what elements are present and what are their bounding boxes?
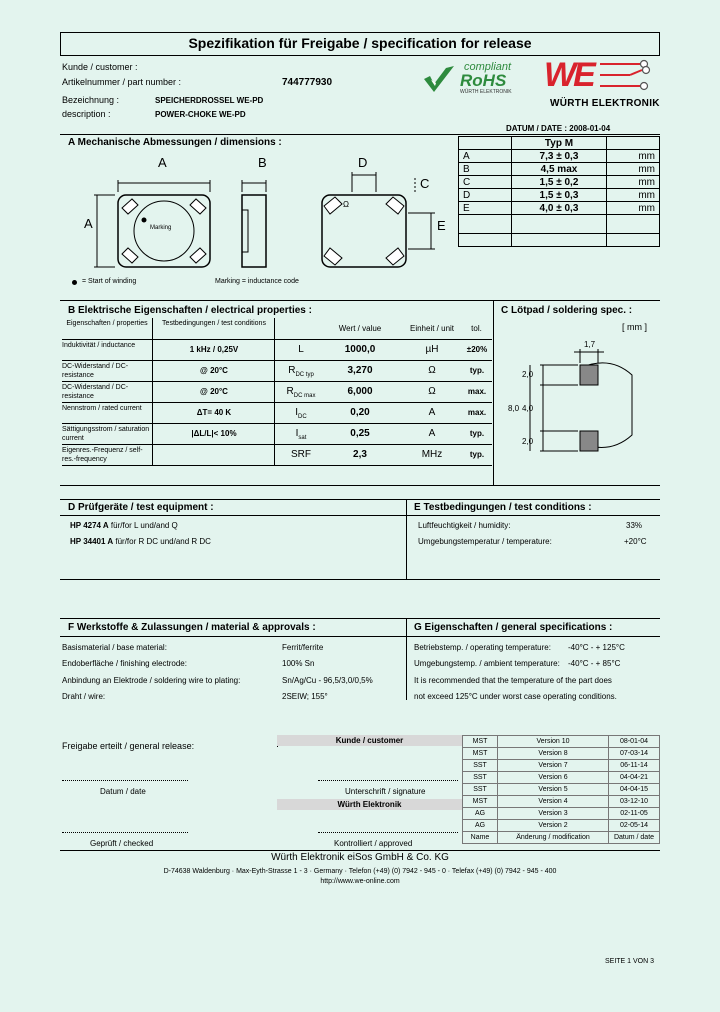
ambient-temp-label: Umgebungstemp. / ambient temperature:	[414, 659, 560, 668]
dim-header: Typ M	[511, 137, 607, 150]
section-fg-header-rule	[60, 636, 660, 637]
test-equipment-2: HP 34401 A für/for R DC und/and R DC	[70, 537, 211, 546]
elec-cond: @ 20°C	[200, 387, 228, 396]
page-number: SEITE 1 VON 3	[605, 958, 655, 965]
elec-header-unit: Einheit / unit	[409, 324, 455, 333]
dim-label-c: C	[420, 176, 430, 191]
footer-company: Würth Elektronik eiSos GmbH & Co. KG	[271, 852, 449, 863]
revision-row	[463, 820, 660, 832]
elec-tol: typ.	[469, 429, 485, 438]
dim-label-e: E	[437, 218, 446, 233]
dim-unit: mm	[607, 202, 660, 215]
dim-row	[459, 150, 660, 163]
revision-name: MST	[463, 736, 498, 748]
elec-value: 0,20	[350, 407, 370, 418]
elec-symbol-main: R	[286, 386, 294, 397]
dim-key: B	[459, 163, 512, 176]
elec-cond: 1 kHz / 0,25V	[189, 345, 239, 354]
dim-key: A	[459, 150, 512, 163]
dim-label-d: D	[358, 155, 368, 170]
operating-temp-value: -40°C - + 125°C	[568, 643, 625, 652]
section-f-top-rule	[60, 618, 660, 619]
elec-header-tol: tol.	[471, 324, 482, 333]
revision-header: Name	[463, 832, 498, 844]
revision-name: SST	[463, 760, 498, 772]
revision-row	[463, 772, 660, 784]
revision-version: Version 7	[498, 760, 609, 772]
revision-date: 02-05-14	[609, 820, 660, 832]
section-b-title: B Elektrische Eigenschaften / electrical properties :	[68, 305, 312, 316]
circuit-lines-icon	[600, 58, 656, 98]
section-e-title: E Testbedingungen / test conditions :	[414, 502, 592, 513]
general-note-1: It is recommended that the temperature of the part does	[414, 676, 612, 685]
we-logo	[540, 56, 660, 112]
elec-unit: Ω	[428, 386, 436, 397]
legend-dot: = Start of winding	[82, 278, 137, 285]
section-e-rule	[60, 579, 660, 580]
page-title: Spezifikation für Freigabe / specification for release	[188, 35, 532, 51]
soldering-wire-label: Anbindung an Elektrode / soldering wire to plating:	[62, 676, 241, 685]
elec-row-rule	[62, 465, 492, 466]
wuerth-label: Würth Elektronik	[277, 799, 462, 810]
revision-header-row	[463, 832, 660, 844]
checked-line	[62, 832, 188, 833]
revision-date: 07-03-14	[609, 748, 660, 760]
omega-mark: Ω	[343, 200, 349, 209]
footer-web[interactable]: http://www.we-online.com	[320, 878, 400, 885]
humidity-value: 33%	[626, 521, 643, 530]
elec-prop: DC-Widerstand / DC-resistance	[62, 363, 129, 379]
date-label: Datum / date	[100, 787, 146, 796]
dim-value: 1,5 ± 0,3	[511, 189, 607, 202]
footer-address: D-74638 Waldenburg · Max-Eyth-Strasse 1 - 3 · Germany · Telefon (+49) (0) 7942 - 945 - 0 · Telefax (+49) (0) 7942 - 945 - 400	[163, 868, 557, 875]
dim-row	[459, 189, 660, 202]
revision-version: Version 5	[498, 784, 609, 796]
revision-date: 06-11-14	[609, 760, 660, 772]
dimension-table	[458, 136, 660, 247]
revision-table	[462, 735, 660, 844]
general-note-2: not exceed 125°C under worst case operating conditions.	[414, 692, 617, 701]
elec-value: 1000,0	[344, 344, 376, 355]
rohs-main-text: RoHS	[460, 71, 507, 90]
elec-unit: A	[428, 428, 436, 439]
elec-symbol-main: I	[295, 407, 299, 418]
pad-top: 2,0	[522, 370, 534, 379]
legend-marking: Marking = inductance code	[215, 278, 299, 285]
elec-value: 3,270	[347, 365, 373, 376]
customer-label: Kunde / customer :	[62, 62, 138, 72]
footer-rule	[60, 850, 660, 851]
revision-row	[463, 736, 660, 748]
revision-date: 02-11-05	[609, 808, 660, 820]
pad-width: 1,7	[584, 340, 596, 349]
revision-version: Version 2	[498, 820, 609, 832]
elec-symbol	[276, 449, 326, 462]
revision-name: SST	[463, 772, 498, 784]
dim-key: C	[459, 176, 512, 189]
dim-row	[459, 163, 660, 176]
elec-value: 2,3	[353, 449, 367, 460]
dim-value: 4,0 ± 0,3	[511, 202, 607, 215]
pad-total: 8,0	[508, 404, 520, 413]
revision-header: Änderung / modification	[498, 832, 609, 844]
header-rule	[60, 134, 660, 135]
test-equipment-1: HP 4274 A für/for L und/and Q	[70, 521, 178, 530]
elec-value: 0,25	[350, 428, 370, 439]
elec-symbol-main: I	[295, 428, 299, 439]
elec-tol: max.	[467, 408, 487, 417]
section-c-title: C Lötpad / soldering spec. :	[501, 305, 633, 316]
winding-dot-icon	[72, 280, 77, 285]
elec-cond: ΔT= 40 K	[196, 408, 232, 417]
rohs-check-icon	[422, 64, 456, 94]
description-label: description :	[62, 109, 111, 119]
elec-tol: max.	[467, 387, 487, 396]
signature-label: Unterschrift / signature	[345, 787, 426, 796]
revision-row	[463, 760, 660, 772]
elec-symbol	[276, 365, 326, 378]
elec-prop: Sättigungsstrom / saturation current	[62, 426, 150, 442]
temperature-label: Umgebungstemperatur / temperature:	[418, 537, 552, 546]
elec-prop: DC-Widerstand / DC-resistance	[62, 384, 129, 400]
kunde-label: Kunde / customer	[277, 735, 462, 746]
section-a-title: A Mechanische Abmessungen / dimensions :	[68, 137, 282, 148]
dim-unit: mm	[607, 176, 660, 189]
elec-symbol-sub: DC max	[293, 393, 316, 399]
description-value: POWER-CHOKE WE-PD	[155, 110, 246, 119]
elec-tol: typ.	[469, 450, 485, 459]
approved-label: Kontrolliert / approved	[334, 839, 413, 848]
revision-version: Version 10	[498, 736, 609, 748]
dim-label-a-left: A	[84, 216, 93, 231]
revision-row	[463, 784, 660, 796]
base-material-label: Basismaterial / base material:	[62, 643, 167, 652]
elec-symbol	[276, 407, 326, 420]
elec-header-rule	[62, 339, 492, 340]
elec-unit: A	[428, 407, 436, 418]
revision-header: Datum / date	[609, 832, 660, 844]
elec-header-cond: Testbedingungen / test conditions	[162, 320, 266, 327]
dim-unit: mm	[607, 150, 660, 163]
revision-date: 04-04-15	[609, 784, 660, 796]
soldering-unit: [ mm ]	[622, 322, 647, 332]
dim-unit: mm	[607, 163, 660, 176]
revision-name: AG	[463, 820, 498, 832]
signature-line	[318, 780, 458, 781]
marking-label: Marking	[150, 225, 172, 231]
soldering-wire-value: Sn/Ag/Cu - 96,5/3,0/0,5%	[282, 676, 373, 685]
dim-row	[459, 176, 660, 189]
elec-prop: Eigenres.-Frequenz / self-res.-frequency	[62, 447, 143, 463]
revision-version: Version 8	[498, 748, 609, 760]
pad-mid: 4,0	[522, 404, 534, 413]
revision-version: Version 4	[498, 796, 609, 808]
section-d-title: D Prüfgeräte / test equipment :	[68, 502, 214, 513]
dim-row	[459, 202, 660, 215]
temperature-value: +20°C	[624, 537, 647, 546]
we-logo-mark: WE	[544, 56, 593, 94]
elec-cond: |ΔL/L|< 10%	[191, 429, 237, 438]
section-fg-divider	[406, 618, 407, 700]
partnumber-value: 744777930	[282, 77, 333, 88]
elec-symbol-sub: DC	[298, 414, 307, 420]
dim-value: 7,3 ± 0,3	[511, 150, 607, 163]
humidity-label: Luftfeuchtigkeit / humidity:	[418, 521, 511, 530]
approved-line	[318, 832, 458, 833]
dimension-drawing	[60, 150, 455, 290]
partnumber-label: Artikelnummer / part number :	[62, 77, 182, 87]
revision-name: SST	[463, 784, 498, 796]
revision-row	[463, 796, 660, 808]
elec-unit: Ω	[428, 365, 436, 376]
release-label: Freigabe erteilt / general release:	[62, 741, 195, 751]
dim-key: E	[459, 202, 512, 215]
revision-name: AG	[463, 808, 498, 820]
elec-row-rule	[62, 423, 492, 424]
dim-value: 4,5 max	[511, 163, 607, 176]
rohs-logo	[422, 63, 530, 95]
section-bc-divider	[493, 300, 494, 485]
elec-symbol	[276, 344, 326, 357]
pad-bottom: 2,0	[522, 437, 534, 446]
section-de-divider	[406, 499, 407, 579]
revision-name: MST	[463, 748, 498, 760]
checked-label: Geprüft / checked	[90, 839, 154, 848]
section-g-title: G Eigenschaften / general specifications :	[414, 622, 613, 633]
revision-date: 04-04-21	[609, 772, 660, 784]
section-de-header-rule	[60, 515, 660, 516]
elec-row-rule	[62, 444, 492, 445]
elec-prop: Nennstrom / rated current	[62, 405, 142, 412]
revision-name: MST	[463, 796, 498, 808]
section-a-rule	[60, 300, 660, 301]
elec-symbol-sub: sat	[298, 435, 307, 441]
section-d-rule	[60, 499, 660, 500]
rohs-top-text: compliant	[464, 61, 512, 73]
operating-temp-label: Betriebstemp. / operating temperature:	[414, 643, 551, 652]
elec-unit: MHz	[421, 449, 443, 460]
elec-unit: µH	[425, 344, 439, 355]
dim-label-b: B	[258, 155, 267, 170]
finishing-value: 100% Sn	[282, 659, 315, 668]
dim-key: D	[459, 189, 512, 202]
elec-value: 6,000	[347, 386, 373, 397]
elec-prop: Induktivität / inductance	[62, 342, 136, 349]
dim-unit: mm	[607, 189, 660, 202]
section-b-rule	[60, 485, 660, 486]
dim-value: 1,5 ± 0,2	[511, 176, 607, 189]
finishing-label: Endoberfläche / finishing electrode:	[62, 659, 187, 668]
bezeichnung-value: SPEICHERDROSSEL WE-PD	[155, 96, 264, 105]
section-f-title: F Werkstoffe & Zulassungen / material & approvals :	[68, 622, 316, 633]
revision-row	[463, 808, 660, 820]
elec-header-prop: Eigenschaften / properties	[66, 320, 148, 327]
elec-row-rule	[62, 381, 492, 382]
base-material-value: Ferrit/ferrite	[282, 643, 324, 652]
dim-label-a-top: A	[158, 155, 167, 170]
revision-row	[463, 748, 660, 760]
elec-header-value: Wert / value	[338, 324, 382, 333]
elec-tol: typ.	[469, 366, 485, 375]
we-logo-name: WÜRTH ELEKTRONIK	[550, 98, 660, 109]
elec-row-rule	[62, 360, 492, 361]
revision-version: Version 6	[498, 772, 609, 784]
elec-symbol	[276, 428, 326, 441]
elec-symbol	[276, 386, 326, 399]
dimension-drawing-svg	[60, 150, 455, 290]
elec-cond: @ 20°C	[200, 366, 228, 375]
rohs-sub-text: WÜRTH ELEKTRONIK	[460, 89, 512, 95]
revision-date: 08-01-04	[609, 736, 660, 748]
revision-version: Version 3	[498, 808, 609, 820]
bezeichnung-label: Bezeichnung :	[62, 95, 120, 105]
elec-symbol-main: R	[288, 365, 296, 376]
ambient-temp-value: -40°C - + 85°C	[568, 659, 621, 668]
elec-symbol-main: SRF	[291, 449, 311, 460]
elec-symbol-main: L	[298, 344, 304, 355]
revision-date: 03-12-10	[609, 796, 660, 808]
elec-symbol-sub: DC typ	[295, 372, 314, 378]
datum: DATUM / DATE : 2008-01-04	[506, 124, 611, 133]
elec-row-rule	[62, 402, 492, 403]
wire-label: Draht / wire:	[62, 692, 106, 701]
elec-tol: ±20%	[466, 345, 488, 354]
wire-value: 2SEIW; 155°	[282, 692, 328, 701]
date-line	[62, 780, 188, 781]
